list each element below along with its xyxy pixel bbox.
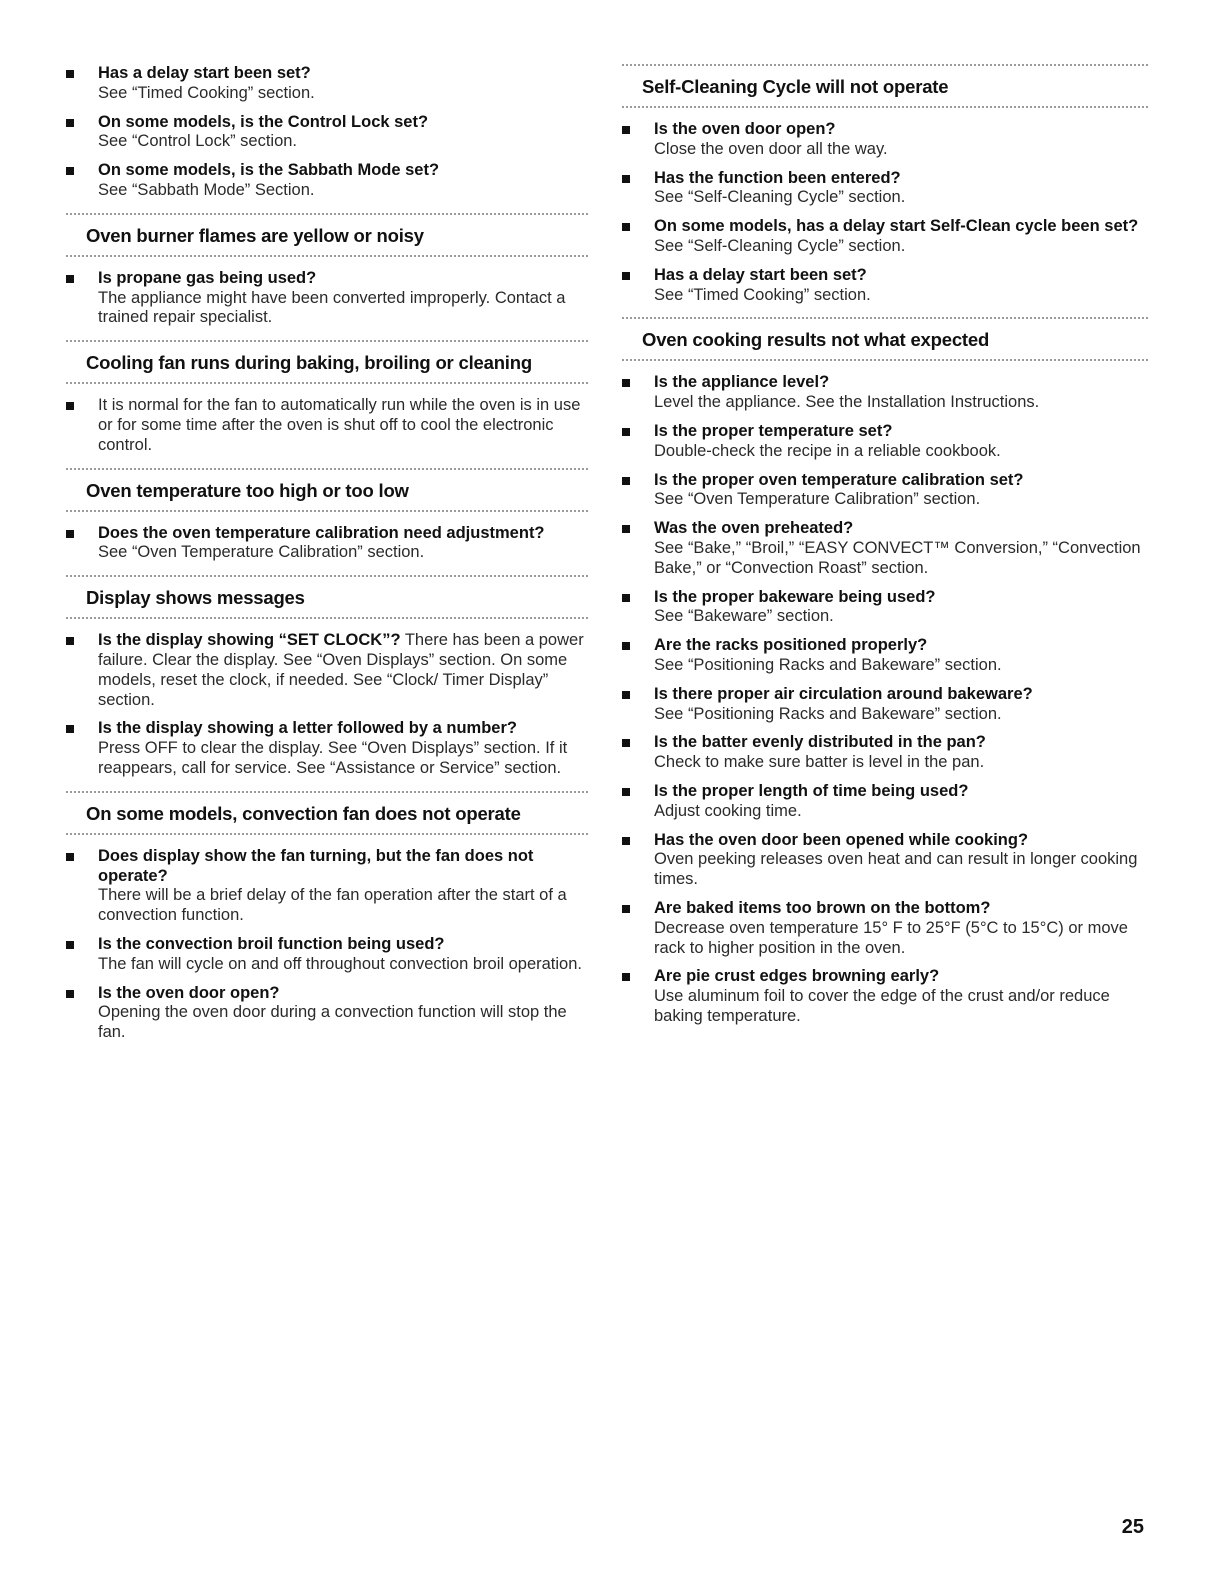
list-item [622,120,1148,160]
question: Does the oven temperature calibration need adjustment? [98,523,545,542]
answer: The appliance might have been converted improperly. Contact a trained repair specialist. [98,288,566,327]
question: Are baked items too brown on the bottom? [654,898,991,917]
answer: Oven peeking releases oven heat and can result in longer cooking times. [654,850,1138,889]
bullet-icon [66,167,74,175]
section-header [66,213,588,257]
bullet-icon [622,594,630,602]
list-item [66,64,588,104]
list-item [622,899,1148,958]
list-item [622,217,1148,257]
list-item [622,266,1148,306]
section-title: Oven cooking results not what expected [642,329,990,351]
bullet-icon [622,223,630,231]
list-item [622,967,1148,1026]
question: On some models, is the Control Lock set? [98,112,429,131]
section-title: Cooling fan runs during baking, broiling or cleaning [86,352,532,374]
list-item [622,685,1148,725]
section-title: Self-Cleaning Cycle will not operate [642,76,949,97]
question: Does display show the fan turning, but the fan does not operate? [98,846,534,885]
list-item [66,935,588,975]
bullet-icon [622,428,630,436]
section-header [66,791,588,835]
bullet-icon [66,119,74,127]
bullet-icon [66,70,74,78]
dotted-divider [66,382,588,384]
list-item [622,588,1148,628]
section-title: Oven burner flames are yellow or noisy [86,224,424,246]
right-column [622,64,1148,1036]
list-item [66,847,588,926]
dotted-divider [66,510,588,512]
list-item [622,422,1148,462]
bullet-icon [622,691,630,699]
answer: See “Sabbath Mode” Section. [98,180,315,199]
answer: See “Bake,” “Broil,” “EASY CONVECT™ Conversion,” “Convection Bake,” or “Convection Roast” section. [654,538,1141,577]
bullet-icon [622,973,630,981]
section-title: Oven temperature too high or too low [86,479,409,501]
bullet-icon [66,725,74,733]
question: Is the proper oven temperature calibration set? [654,470,1024,489]
bullet-icon [66,530,74,538]
answer: Use aluminum foil to cover the edge of the crust and/or reduce baking temperature. [654,987,1110,1025]
list-item [622,373,1148,413]
list-item [622,471,1148,511]
bullet-icon [66,853,74,861]
list-item [66,269,588,328]
answer: See “Oven Temperature Calibration” section. [98,543,425,562]
bullet-icon [66,941,74,949]
bullet-icon [66,402,74,410]
list-item [66,396,588,455]
list-item [66,984,588,1043]
answer: See “Positioning Racks and Bakeware” section. [654,655,1002,674]
list-item [66,161,588,201]
answer: See “Control Lock” section. [98,132,298,151]
bullet-icon [622,788,630,796]
answer: See “Timed Cooking” section. [98,83,315,102]
question: Was the oven preheated? [654,519,854,538]
dotted-divider [622,106,1148,108]
section-header [622,64,1148,108]
question: On some models, is the Sabbath Mode set? [98,161,440,180]
list-item [66,631,588,710]
question: Are the racks positioned properly? [654,636,928,655]
bullet-icon [66,637,74,645]
section-header [622,317,1148,361]
answer: Press OFF to clear the display. See “Oven Displays” section. If it reappears, call for service. See “Assistance or Service” section. [98,739,568,777]
question: Is the proper bakeware being used? [654,587,936,606]
bullet-icon [66,990,74,998]
dotted-divider [66,833,588,835]
question: Is propane gas being used? [98,268,317,287]
question: Has a delay start been set? [98,64,311,82]
answer: There will be a brief delay of the fan operation after the start of a convection function. [98,886,567,925]
question: Is the proper temperature set? [654,421,893,440]
answer: See “Self-Cleaning Cycle” section. [654,188,906,207]
list-item [66,719,588,778]
list-item [622,519,1148,578]
answer: There has been a power failure. Clear the display. See “Oven Displays” section. On some models, reset the clock, if needed. See “Clock/ Timer Display” section. [98,631,584,709]
bullet-icon [622,739,630,747]
bullet-icon [622,642,630,650]
list-item [66,524,588,564]
bullet-icon [622,525,630,533]
answer: See “Oven Temperature Calibration” section. [654,490,981,509]
page-number: 25 [1121,1516,1144,1538]
question: Is the proper length of time being used? [654,781,969,800]
list-item [622,733,1148,773]
bullet-icon [622,477,630,485]
bullet-icon [622,175,630,183]
list-item [66,113,588,153]
bullet-icon [622,126,630,134]
list-item [622,831,1148,890]
answer: Adjust cooking time. [654,801,802,820]
section-header [66,340,588,384]
section-title: On some models, convection fan does not operate [86,802,521,824]
answer: Opening the oven door during a convection function will stop the fan. [98,1003,567,1042]
answer: See “Self-Cleaning Cycle” section. [654,236,906,255]
question: Is the batter evenly distributed in the pan? [654,733,986,752]
answer: Close the oven door all the way. [654,139,888,158]
question: Is the oven door open? [98,983,280,1002]
dotted-divider [622,359,1148,361]
list-item [622,782,1148,822]
question: Is the display showing “SET CLOCK”? [98,631,401,650]
question: Has the function been entered? [654,168,901,187]
answer: Check to make sure batter is level in the pan. [654,753,985,772]
question: Is there proper air circulation around bakeware? [654,684,1033,703]
question: Is the display showing a letter followed by a number? [98,719,517,738]
answer: Decrease oven temperature 15° F to 25°F (5°C to 15°C) or move rack to higher position in the oven. [654,918,1128,957]
question: Are pie crust edges browning early? [654,967,940,986]
answer: Level the appliance. See the Installation Instructions. [654,393,1040,412]
question: Has a delay start been set? [654,265,867,284]
list-item [622,169,1148,209]
bullet-icon [66,275,74,283]
answer: See “Positioning Racks and Bakeware” section. [654,704,1002,723]
bullet-icon [622,837,630,845]
left-column [66,64,588,1052]
question: Is the oven door open? [654,120,836,138]
bullet-icon [622,905,630,913]
bullet-icon [622,379,630,387]
question: On some models, has a delay start Self-Clean cycle been set? [654,217,1139,236]
question: Is the appliance level? [654,373,830,392]
answer: The fan will cycle on and off throughout convection broil operation. [98,954,582,973]
section-header [66,575,588,619]
dotted-divider [66,617,588,619]
bullet-icon [622,272,630,280]
answer: It is normal for the fan to automatically run while the oven is in use or for some time after the oven is shut off to cool the electronic control. [98,396,581,454]
answer: Double-check the recipe in a reliable cookbook. [654,441,1001,460]
section-title: Display shows messages [86,587,305,609]
answer: See “Timed Cooking” section. [654,285,871,304]
answer: See “Bakeware” section. [654,607,834,626]
question: Has the oven door been opened while cooking? [654,830,1029,849]
list-item [622,636,1148,676]
dotted-divider [66,255,588,257]
question: Is the convection broil function being used? [98,934,445,953]
section-header [66,468,588,512]
